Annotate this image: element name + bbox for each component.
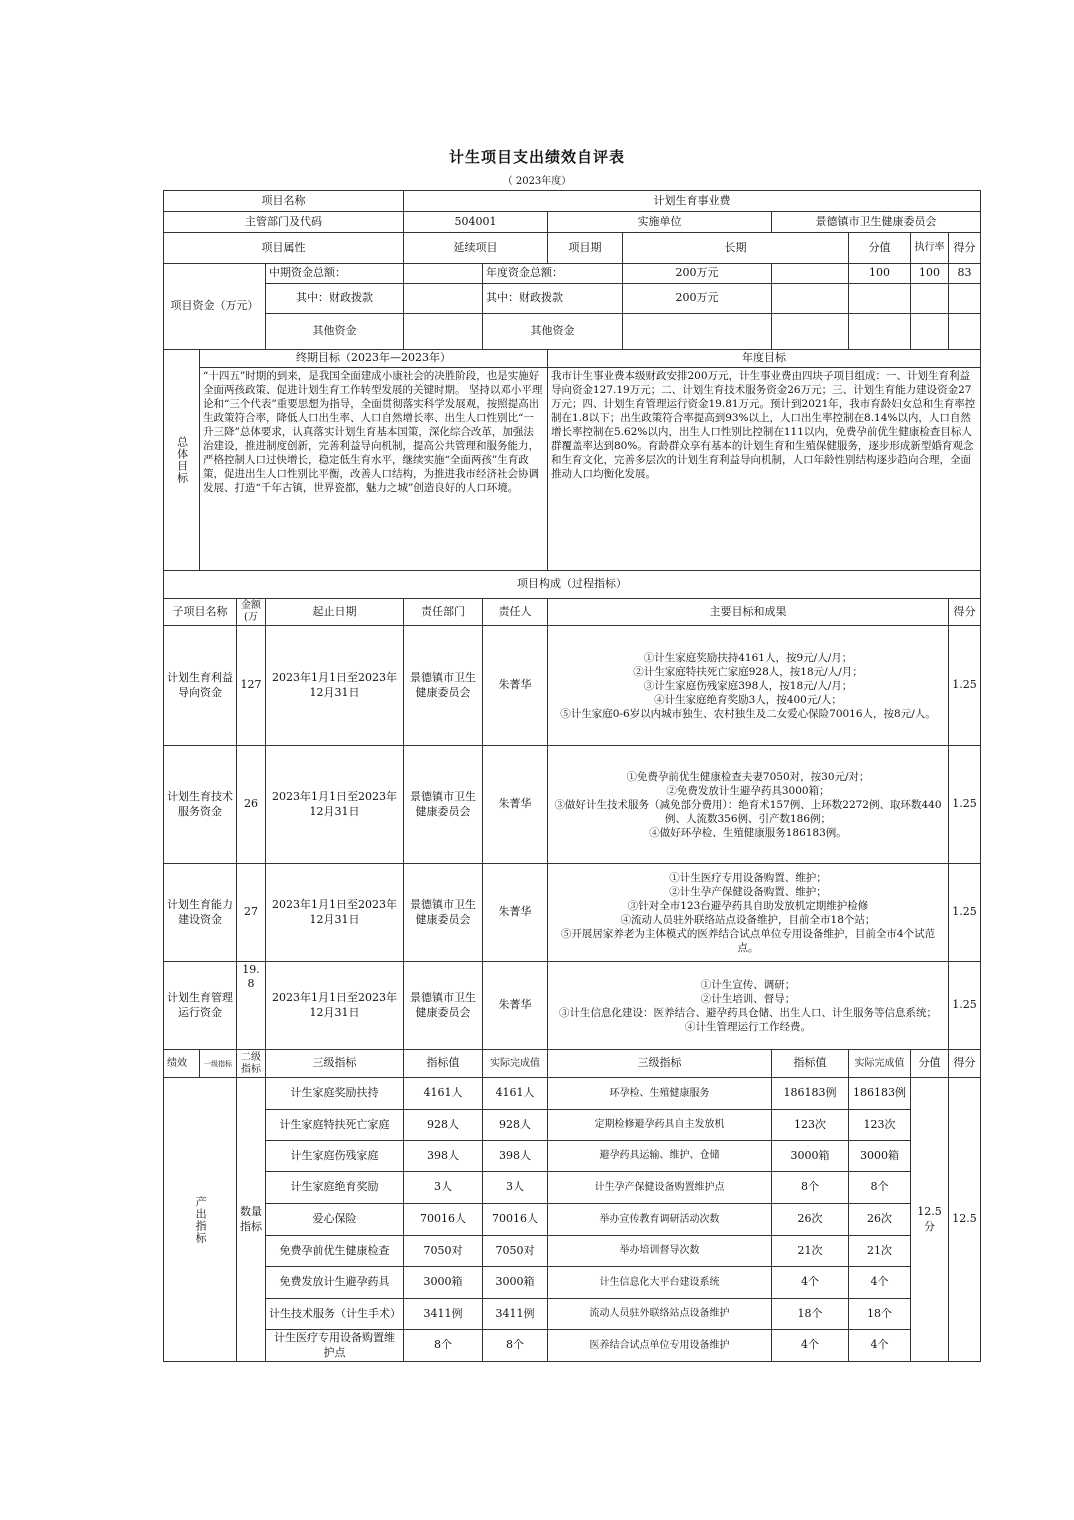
subproject-person: 朱菁华 — [483, 746, 548, 864]
indicator-name: 计生家庭伤残家庭 — [266, 1141, 404, 1172]
indicator-actual: 4个 — [849, 1330, 911, 1362]
subproject-goal-line: ③做好计生技术服务（减免部分费用）：绝育术157例、上环数2272例、取环数440例、人流数356例、引产数186例； — [554, 798, 942, 825]
subproject-goal-line: ③计生信息化建设：医养结合、避孕药具仓储、出生人口、计生服务等信息系统； — [559, 1006, 937, 1019]
indicator-actual: 3000箱 — [849, 1141, 911, 1172]
indicator-row — [164, 1299, 981, 1330]
subproject-dept: 景德镇市卫生健康委员会 — [404, 864, 483, 962]
indicator-row — [164, 1141, 981, 1172]
subproject-goal-line: ②计生家庭特扶死亡家庭928人，按18元/人/月； — [633, 665, 863, 678]
indicator-actual: 70016人 — [483, 1204, 548, 1236]
indicator-target: 928人 — [404, 1110, 483, 1141]
label-project-attr: 项目属性 — [164, 233, 404, 264]
subproject-dates: 2023年1月1日至2023年12月31日 — [266, 864, 404, 962]
label-funds: 项目资金（万元） — [164, 264, 266, 350]
subproject-amount: 19.8 — [237, 962, 266, 1050]
label-actual-a: 实际完成值 — [483, 1050, 548, 1078]
label-indicator-score: 得分 — [949, 1050, 981, 1078]
project-period-value: 长期 — [623, 233, 849, 264]
indicator-name: 流动人员驻外联络站点设备维护 — [548, 1299, 772, 1330]
subproject-person: 朱菁华 — [483, 864, 548, 962]
indicator-target: 123次 — [772, 1110, 849, 1141]
label-level3-b: 三级指标 — [548, 1050, 772, 1078]
indicator-name: 环孕检、生殖健康服务 — [548, 1078, 772, 1110]
subproject-amount: 27 — [237, 864, 266, 962]
subproject-dates: 2023年1月1日至2023年12月31日 — [266, 962, 404, 1050]
subproject-goal-line: ⑤计生家庭0-6岁以内城市独生、农村独生及二女爱心保险70016人，按8元/人。 — [560, 707, 936, 720]
label-project-period: 项目期 — [548, 233, 623, 264]
indicator-name: 计生医疗专用设备购置维护点 — [266, 1330, 404, 1362]
indicator-name: 避孕药具运输、维护、仓储 — [548, 1141, 772, 1172]
subproject-row — [164, 962, 981, 1050]
indicator-target: 186183例 — [772, 1078, 849, 1110]
label-level2: 二级指标 — [237, 1050, 266, 1078]
indicator-name: 爱心保险 — [266, 1204, 404, 1236]
indicator-name: 计生技术服务（计生手术） — [266, 1299, 404, 1330]
indicator-row — [164, 1110, 981, 1141]
subproject-score: 1.25 — [949, 746, 981, 864]
indicator-name: 计生信息化大平台建设系统 — [548, 1267, 772, 1299]
label-resp-person: 责任人 — [483, 599, 548, 626]
indicator-target: 70016人 — [404, 1204, 483, 1236]
evaluation-table — [163, 190, 981, 1362]
indicator-target: 8个 — [404, 1330, 483, 1362]
indicator-name: 免费孕前优生健康检查 — [266, 1236, 404, 1267]
indicator-row — [164, 1330, 981, 1362]
indicator-target: 4个 — [772, 1330, 849, 1362]
annual-goal-header: 年度目标 — [548, 350, 981, 368]
indicator-target: 4个 — [772, 1267, 849, 1299]
subproject-amount: 127 — [237, 626, 266, 746]
year-subtitle: （ 2023年度） — [502, 176, 572, 187]
annual-goal-text: 我市计生事业费本级财政安排200万元，计生事业费由四块子项目组成：一、计划生育利益导向资金127.19万元；二、计划生育技术服务资金26万元；三、计划生育能力建设资金27万元；四、计划生育管理运行资金19.81万元。预计到2021年，我市育龄妇女总和生育率控制在1.8以下；出生政策符合率提高到93%以上，人口出生率控制在8.14%以内，人口自然增长率控制在5.62%以内，出生人口性别比控制在111以内，免费孕前优生健康检查目标人群覆盖率达到80%。育龄群众享有基本的计划生育和生殖保健服务，逐步形成新型婚育观念和生育文化，完善多层次的计划生育利益导向机制，人口年龄性别结构逐步趋向合理，全面推动人口均衡化发展。 — [548, 368, 981, 571]
indicator-name: 计生家庭奖励扶持 — [266, 1078, 404, 1110]
subproject-goal-line: ①计生宣传、调研； — [700, 978, 796, 991]
indicator-target: 3000箱 — [404, 1267, 483, 1299]
subproject-goal-line: ④做好环孕检、生殖健康服务186183例。 — [649, 826, 847, 839]
indicator-actual: 4161人 — [483, 1078, 548, 1110]
label-output: 产出指标 — [164, 1078, 237, 1362]
subproject-score: 1.25 — [949, 962, 981, 1050]
indicator-name: 免费发放计生避孕药具 — [266, 1267, 404, 1299]
indicator-name: 定期检修避孕药具自主发放机 — [548, 1110, 772, 1141]
indicator-name: 计生家庭特扶死亡家庭 — [266, 1110, 404, 1141]
indicator-actual: 186183例 — [849, 1078, 911, 1110]
page-title: 计生项目支出绩效自评表 — [448, 148, 625, 166]
indicator-target: 3人 — [404, 1172, 483, 1204]
indicator-target: 7050对 — [404, 1236, 483, 1267]
subproject-goal-line: ③计生家庭伤残家庭398人，按18元/人/月； — [643, 679, 853, 692]
subproject-row — [164, 626, 981, 746]
subproject-goal-line: ①计生家庭奖励扶持4161人，按9元/人/月； — [643, 651, 853, 664]
subproject-goal-line: ③针对全市123台避孕药具自助发放机定期维护检修 — [627, 899, 869, 912]
indicator-actual: 8个 — [483, 1330, 548, 1362]
subproject-row — [164, 746, 981, 864]
indicator-actual: 928人 — [483, 1110, 548, 1141]
indicator-target: 26次 — [772, 1204, 849, 1236]
label-overall-goal: 总体目标 — [164, 350, 200, 571]
label-score: 得分 — [949, 233, 981, 264]
subproject-amount: 26 — [237, 746, 266, 864]
indicator-actual: 8个 — [849, 1172, 911, 1204]
indicator-name: 举办宣传教育调研活动次数 — [548, 1204, 772, 1236]
label-annual-fiscal: 其中：财政拨款 — [483, 284, 623, 314]
annual-total-value: 200万元 — [623, 264, 772, 284]
subproject-goal-line: ④计生家庭绝育奖励3人，按400元/人； — [654, 693, 842, 706]
indicator-actual: 7050对 — [483, 1236, 548, 1267]
row-score: 83 — [949, 264, 981, 284]
subproject-dept: 景德镇市卫生健康委员会 — [404, 626, 483, 746]
label-target-a: 指标值 — [404, 1050, 483, 1078]
label-amount: 金额(万 — [237, 599, 266, 626]
subproject-goal-line: ②计生培训、督导； — [700, 992, 796, 1005]
mid-total-value — [404, 264, 483, 284]
subproject-person: 朱菁华 — [483, 626, 548, 746]
indicator-row — [164, 1172, 981, 1204]
indicator-actual: 3人 — [483, 1172, 548, 1204]
indicator-actual: 18个 — [849, 1299, 911, 1330]
label-score-value: 分值 — [849, 233, 911, 264]
subproject-dates: 2023年1月1日至2023年12月31日 — [266, 746, 404, 864]
indicator-target: 18个 — [772, 1299, 849, 1330]
indicator-actual: 3000箱 — [483, 1267, 548, 1299]
project-name-value: 计划生育事业费 — [404, 191, 981, 212]
indicator-row — [164, 1078, 981, 1110]
label-mid-other: 其他资金 — [266, 314, 404, 350]
label-resp-dept: 责任部门 — [404, 599, 483, 626]
subproject-goal-line: ①免费孕前优生健康检查夫妻7050对，按30元/对； — [626, 770, 870, 783]
final-goal-text: “十四五”时期的到来，是我国全面建成小康社会的决胜阶段，也是实施好全面两孩政策、促进计划生育工作转型发展的关键时期。 坚持以邓小平理论和“三个代表”重要思想为指导，全面贯彻落实科学发展观，按照提高出生政策符合率，降低人口出生率、人口自然增长率、出生人口性别比“一升三降”总体要求，认真落实计划生育基本国策，深化综合改革，加强法治建设，推进制度创新，完善利益导向机制，提高公共管理和服务能力，严格控制人口过快增长，稳定低生育水平，继续实施“全面两孩”生育政策，促进出生人口性别比平衡，改善人口结构，为推进我市经济社会协调发展、打造“千年古镇，世界瓷都，魅力之城”创造良好的人口环境。 — [200, 368, 548, 571]
indicator-score-value: 12.5分 — [911, 1078, 949, 1362]
subproject-name: 计划生育技术服务资金 — [164, 746, 237, 864]
row-exec-rate: 100 — [911, 264, 949, 284]
mid-other-value — [404, 314, 483, 350]
impl-unit-value: 景德镇市卫生健康委员会 — [772, 212, 981, 233]
indicator-actual: 3411例 — [483, 1299, 548, 1330]
indicator-row — [164, 1236, 981, 1267]
label-indicator-score-value: 分值 — [911, 1050, 949, 1078]
label-mid-total: 中期资金总额： — [266, 264, 404, 284]
indicator-target: 3411例 — [404, 1299, 483, 1330]
indicator-actual: 123次 — [849, 1110, 911, 1141]
subproject-goals — [548, 746, 949, 864]
label-level3-a: 三级指标 — [266, 1050, 404, 1078]
subproject-row — [164, 864, 981, 962]
indicator-name: 举办培训督导次数 — [548, 1236, 772, 1267]
label-actual-b: 实际完成值 — [849, 1050, 911, 1078]
annual-other-value — [623, 314, 772, 350]
indicator-row — [164, 1267, 981, 1299]
mid-fiscal-value — [404, 284, 483, 314]
subproject-name: 计划生育能力建设资金 — [164, 864, 237, 962]
project-attr-value: 延续项目 — [404, 233, 548, 264]
subproject-score: 1.25 — [949, 626, 981, 746]
annual-total-extra — [772, 264, 849, 284]
indicator-target: 8个 — [772, 1172, 849, 1204]
subproject-name: 计划生育管理运行资金 — [164, 962, 237, 1050]
indicator-actual: 398人 — [483, 1141, 548, 1172]
annual-fiscal-value: 200万元 — [623, 284, 772, 314]
composition-header: 项目构成（过程指标） — [164, 571, 981, 599]
subproject-dept: 景德镇市卫生健康委员会 — [404, 962, 483, 1050]
label-impl-unit: 实施单位 — [548, 212, 772, 233]
subproject-goal-line: ⑤开展居家养老为主体模式的医养结合试点单位专用设备维护，目前全市4个试范点。 — [560, 927, 936, 954]
indicator-target: 21次 — [772, 1236, 849, 1267]
label-sub-score: 得分 — [949, 599, 981, 626]
label-exec-rate: 执行率 — [911, 233, 949, 264]
indicator-name: 医养结合试点单位专用设备维护 — [548, 1330, 772, 1362]
label-dept-code: 主管部门及代码 — [164, 212, 404, 233]
indicator-target: 4161人 — [404, 1078, 483, 1110]
subproject-goals — [548, 626, 949, 746]
subproject-dept: 景德镇市卫生健康委员会 — [404, 746, 483, 864]
label-dates: 起止日期 — [266, 599, 404, 626]
label-project-name: 项目名称 — [164, 191, 404, 212]
subproject-goals — [548, 962, 949, 1050]
subproject-score: 1.25 — [949, 864, 981, 962]
label-main-goals: 主要目标和成果 — [548, 599, 949, 626]
indicator-row — [164, 1204, 981, 1236]
label-quantity: 数量指标 — [237, 1078, 266, 1362]
subproject-person: 朱菁华 — [483, 962, 548, 1050]
subproject-goals — [548, 864, 949, 962]
indicator-name: 计生家庭绝育奖励 — [266, 1172, 404, 1204]
subproject-goal-line: ①计生医疗专用设备购置、维护； — [669, 871, 827, 884]
indicator-actual: 21次 — [849, 1236, 911, 1267]
label-mid-fiscal: 其中：财政拨款 — [266, 284, 404, 314]
subproject-dates: 2023年1月1日至2023年12月31日 — [266, 626, 404, 746]
subproject-goal-line: ②免费发放计生避孕药具3000箱； — [666, 784, 830, 797]
indicator-actual: 26次 — [849, 1204, 911, 1236]
label-level1: 一级指标 — [200, 1050, 237, 1078]
indicator-actual: 4个 — [849, 1267, 911, 1299]
indicator-target: 3000箱 — [772, 1141, 849, 1172]
indicator-name: 计生孕产保健设备购置维护点 — [548, 1172, 772, 1204]
label-target-b: 指标值 — [772, 1050, 849, 1078]
indicator-target: 398人 — [404, 1141, 483, 1172]
subproject-goal-line: ②计生孕产保健设备购置、维护； — [669, 885, 827, 898]
dept-code-value: 504001 — [404, 212, 548, 233]
label-annual-other: 其他资金 — [483, 314, 623, 350]
final-goal-header: 终期目标（2023年—2023年） — [200, 350, 548, 368]
subproject-name: 计划生育利益导向资金 — [164, 626, 237, 746]
label-perf: 绩效 — [164, 1050, 200, 1078]
indicator-score: 12.5 — [949, 1078, 981, 1362]
row-score-value: 100 — [849, 264, 911, 284]
subproject-goal-line: ④计生管理运行工作经费。 — [685, 1020, 811, 1033]
label-sub-item: 子项目名称 — [164, 599, 237, 626]
label-annual-total: 年度资金总额： — [483, 264, 623, 284]
subproject-goal-line: ④流动人员驻外联络站点设备维护，目前全市18个站； — [620, 913, 876, 926]
